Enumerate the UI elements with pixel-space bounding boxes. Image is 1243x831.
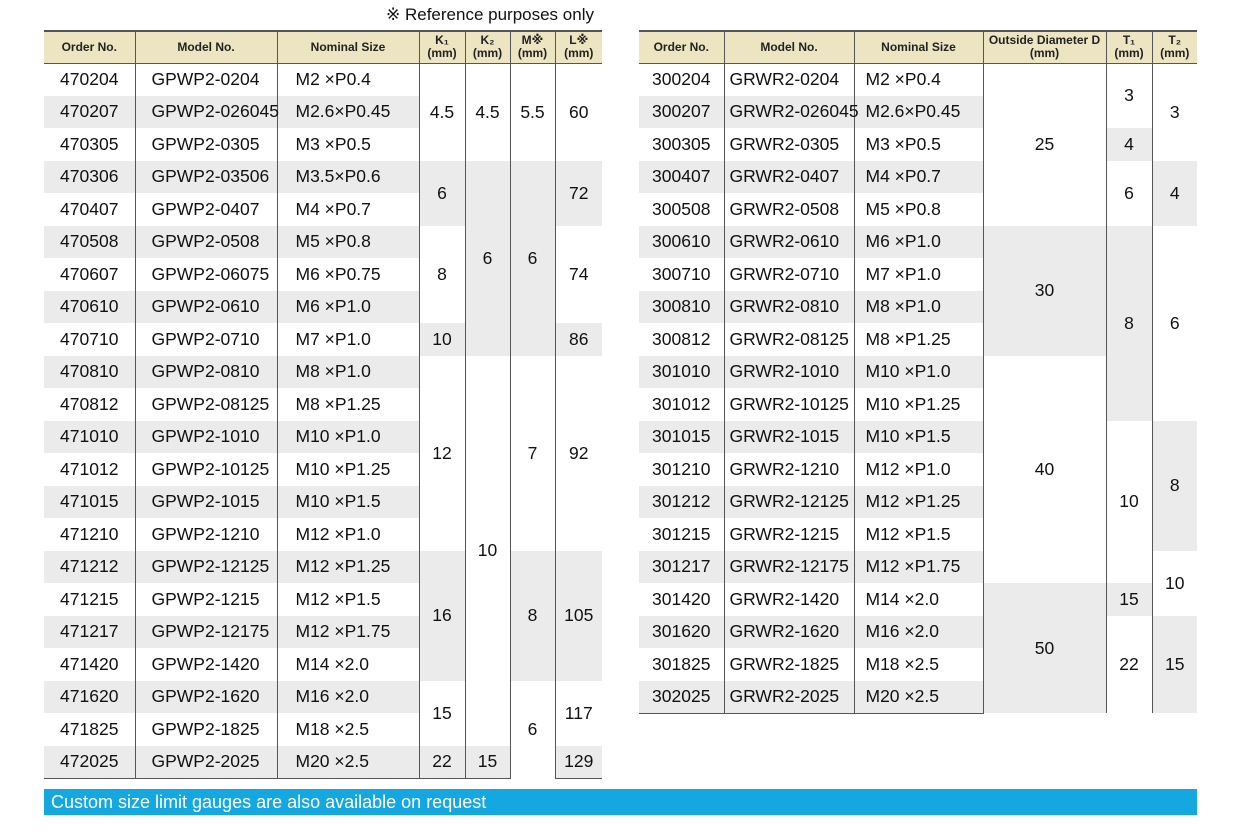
t1-cell: 3 [1106,63,1152,128]
model-no-cell: GRWR2-0508 [724,193,854,226]
header-t2: T₂ (mm) [1152,31,1197,63]
header-m: M※ (mm) [510,31,555,63]
order-no-cell: 300812 [639,323,724,356]
order-no-cell: 300204 [639,63,724,96]
nominal-size-cell: M10 ×P1.5 [854,421,983,454]
model-no-cell: GRWR2-0810 [724,291,854,324]
nominal-size-cell: M8 ×P1.25 [277,388,419,421]
table-row [44,356,602,389]
reference-note: ※ Reference purposes only [386,5,594,24]
nominal-size-cell: M10 ×P1.0 [854,356,983,389]
model-no-cell: GRWR2-0710 [724,258,854,291]
table-body [44,63,602,778]
model-no-cell: GPWP2-12175 [135,616,277,649]
table-row [44,681,602,714]
order-no-cell: 300810 [639,291,724,324]
model-no-cell: GPWP2-026045 [135,96,277,129]
nominal-size-cell: M6 ×P1.0 [277,291,419,324]
order-no-cell: 300710 [639,258,724,291]
order-no-cell: 300508 [639,193,724,226]
nominal-size-cell: M2 ×P0.4 [854,63,983,96]
order-no-cell: 301015 [639,421,724,454]
nominal-size-cell: M12 ×P1.25 [854,486,983,519]
l-cell: 105 [555,551,602,681]
model-no-cell: GPWP2-0810 [135,356,277,389]
m-cell: 8 [510,551,555,681]
model-no-cell: GRWR2-12175 [724,551,854,584]
header-nominal-size: Nominal Size [277,31,419,63]
nominal-size-cell: M12 ×P1.0 [277,518,419,551]
model-no-cell: GPWP2-12125 [135,551,277,584]
nominal-size-cell: M18 ×2.5 [854,648,983,681]
model-no-cell: GPWP2-0508 [135,226,277,259]
l-cell: 86 [555,323,602,356]
nominal-size-cell: M10 ×P1.5 [277,486,419,519]
order-no-cell: 470204 [44,63,135,96]
t1-cell: 8 [1106,226,1152,421]
k1-cell: 4.5 [419,63,465,161]
nominal-size-cell: M12 ×P1.75 [277,616,419,649]
model-no-cell: GPWP2-1210 [135,518,277,551]
model-no-cell: GRWR2-1010 [724,356,854,389]
order-no-cell: 300407 [639,161,724,194]
nominal-size-cell: M18 ×2.5 [277,713,419,746]
m-cell: 6 [510,681,555,779]
model-no-cell: GPWP2-1420 [135,648,277,681]
nominal-size-cell: M12 ×P1.0 [854,453,983,486]
nominal-size-cell: M4 ×P0.7 [277,193,419,226]
table-row [44,63,602,96]
k2-cell: 15 [465,746,510,779]
order-no-cell: 301212 [639,486,724,519]
model-no-cell: GRWR2-0407 [724,161,854,194]
model-no-cell: GRWR2-1825 [724,648,854,681]
order-no-cell: 300207 [639,96,724,129]
order-no-cell: 470508 [44,226,135,259]
nominal-size-cell: M7 ×P1.0 [277,323,419,356]
order-no-cell: 471210 [44,518,135,551]
l-cell: 72 [555,161,602,226]
table-row [639,128,1197,161]
model-no-cell: GPWP2-2025 [135,746,277,779]
order-no-cell: 471825 [44,713,135,746]
order-no-cell: 471012 [44,453,135,486]
header-order-no: Order No. [639,31,724,63]
header-order-no: Order No. [44,31,135,63]
order-no-cell: 472025 [44,746,135,779]
order-no-cell: 301010 [639,356,724,389]
nominal-size-cell: M8 ×P1.25 [854,323,983,356]
nominal-size-cell: M2.6×P0.45 [854,96,983,129]
t2-cell: 6 [1152,226,1197,421]
model-no-cell: GPWP2-0204 [135,63,277,96]
model-no-cell: GPWP2-0305 [135,128,277,161]
model-no-cell: GPWP2-0407 [135,193,277,226]
nominal-size-cell: M10 ×P1.25 [854,388,983,421]
header-row [44,31,602,63]
order-no-cell: 301825 [639,648,724,681]
header-row [639,31,1197,63]
order-no-cell: 470610 [44,291,135,324]
nominal-size-cell: M2.6×P0.45 [277,96,419,129]
table-row [639,161,1197,194]
nominal-size-cell: M12 ×P1.25 [277,551,419,584]
model-no-cell: GPWP2-1215 [135,583,277,616]
model-no-cell: GPWP2-1010 [135,421,277,454]
k2-cell: 4.5 [465,63,510,161]
m-cell: 7 [510,356,555,551]
k1-cell: 22 [419,746,465,779]
t2-cell: 8 [1152,421,1197,551]
nominal-size-cell: M3.5×P0.6 [277,161,419,194]
model-no-cell: GRWR2-1215 [724,518,854,551]
gauge-table-right [639,30,1197,714]
order-no-cell: 300610 [639,226,724,259]
order-no-cell: 471010 [44,421,135,454]
model-no-cell: GPWP2-1825 [135,713,277,746]
header-outside-diameter: Outside Diameter D (mm) [983,31,1106,63]
order-no-cell: 471212 [44,551,135,584]
nominal-size-cell: M6 ×P1.0 [854,226,983,259]
table-row [639,421,1197,454]
model-no-cell: GPWP2-1015 [135,486,277,519]
m-cell: 5.5 [510,63,555,161]
order-no-cell: 470810 [44,356,135,389]
table-body [639,63,1197,713]
t1-cell: 15 [1106,583,1152,616]
order-no-cell: 301420 [639,583,724,616]
custom-size-banner: Custom size limit gauges are also available on request [44,789,1197,815]
model-no-cell: GRWR2-1210 [724,453,854,486]
model-no-cell: GRWR2-1015 [724,421,854,454]
header-t1: T₁ (mm) [1106,31,1152,63]
model-no-cell: GPWP2-0610 [135,291,277,324]
l-cell: 92 [555,356,602,551]
k2-cell: 10 [465,356,510,746]
model-no-cell: GRWR2-0204 [724,63,854,96]
model-no-cell: GRWR2-1620 [724,616,854,649]
model-no-cell: GRWR2-12125 [724,486,854,519]
header-nominal-size: Nominal Size [854,31,983,63]
order-no-cell: 301620 [639,616,724,649]
nominal-size-cell: M16 ×2.0 [854,616,983,649]
k1-cell: 15 [419,681,465,746]
order-no-cell: 302025 [639,681,724,714]
nominal-size-cell: M10 ×P1.25 [277,453,419,486]
model-no-cell: GRWR2-026045 [724,96,854,129]
model-no-cell: GPWP2-08125 [135,388,277,421]
k2-cell: 6 [465,161,510,356]
order-no-cell: 301215 [639,518,724,551]
table-row [639,616,1197,649]
outside-diameter-cell: 50 [983,583,1106,713]
nominal-size-cell: M12 ×P1.5 [854,518,983,551]
order-no-cell: 470607 [44,258,135,291]
nominal-size-cell: M12 ×P1.75 [854,551,983,584]
order-no-cell: 471215 [44,583,135,616]
k1-cell: 8 [419,226,465,324]
nominal-size-cell: M3 ×P0.5 [854,128,983,161]
order-no-cell: 470710 [44,323,135,356]
nominal-size-cell: M14 ×2.0 [854,583,983,616]
order-no-cell: 301217 [639,551,724,584]
k1-cell: 16 [419,551,465,681]
nominal-size-cell: M5 ×P0.8 [854,193,983,226]
nominal-size-cell: M20 ×2.5 [854,681,983,714]
outside-diameter-cell: 30 [983,226,1106,356]
k1-cell: 6 [419,161,465,226]
nominal-size-cell: M7 ×P1.0 [854,258,983,291]
t1-cell: 4 [1106,128,1152,161]
model-no-cell: GPWP2-10125 [135,453,277,486]
header-l: L※ (mm) [555,31,602,63]
nominal-size-cell: M16 ×2.0 [277,681,419,714]
t1-cell: 10 [1106,421,1152,584]
header-model-no: Model No. [135,31,277,63]
order-no-cell: 471217 [44,616,135,649]
model-no-cell: GPWP2-0710 [135,323,277,356]
model-no-cell: GRWR2-0305 [724,128,854,161]
gauge-table-left [44,30,602,779]
order-no-cell: 470305 [44,128,135,161]
m-cell: 6 [510,161,555,356]
model-no-cell: GRWR2-0610 [724,226,854,259]
order-no-cell: 470306 [44,161,135,194]
t2-cell: 15 [1152,616,1197,714]
model-no-cell: GRWR2-10125 [724,388,854,421]
nominal-size-cell: M2 ×P0.4 [277,63,419,96]
nominal-size-cell: M20 ×2.5 [277,746,419,779]
header-k1: K₁ (mm) [419,31,465,63]
order-no-cell: 470812 [44,388,135,421]
t1-cell: 6 [1106,161,1152,226]
t2-cell: 4 [1152,161,1197,226]
header-k2: K₂ (mm) [465,31,510,63]
nominal-size-cell: M8 ×P1.0 [277,356,419,389]
l-cell: 60 [555,63,602,161]
table-row [44,551,602,584]
nominal-size-cell: M4 ×P0.7 [854,161,983,194]
model-no-cell: GPWP2-06075 [135,258,277,291]
nominal-size-cell: M3 ×P0.5 [277,128,419,161]
model-no-cell: GPWP2-03506 [135,161,277,194]
order-no-cell: 471620 [44,681,135,714]
table-row [44,161,602,194]
nominal-size-cell: M12 ×P1.5 [277,583,419,616]
t2-cell: 10 [1152,551,1197,616]
order-no-cell: 470207 [44,96,135,129]
order-no-cell: 471420 [44,648,135,681]
order-no-cell: 471015 [44,486,135,519]
order-no-cell: 470407 [44,193,135,226]
l-cell: 74 [555,226,602,324]
nominal-size-cell: M14 ×2.0 [277,648,419,681]
order-no-cell: 301210 [639,453,724,486]
model-no-cell: GRWR2-1420 [724,583,854,616]
nominal-size-cell: M6 ×P0.75 [277,258,419,291]
outside-diameter-cell: 25 [983,63,1106,226]
k1-cell: 10 [419,323,465,356]
table-row [639,63,1197,96]
model-no-cell: GPWP2-1620 [135,681,277,714]
table-row [639,226,1197,259]
nominal-size-cell: M5 ×P0.8 [277,226,419,259]
table-row [639,583,1197,616]
order-no-cell: 300305 [639,128,724,161]
model-no-cell: GRWR2-08125 [724,323,854,356]
header-model-no: Model No. [724,31,854,63]
l-cell: 129 [555,746,602,779]
order-no-cell: 301012 [639,388,724,421]
t2-cell: 3 [1152,63,1197,161]
nominal-size-cell: M8 ×P1.0 [854,291,983,324]
outside-diameter-cell: 40 [983,356,1106,584]
k1-cell: 12 [419,356,465,551]
model-no-cell: GRWR2-2025 [724,681,854,714]
nominal-size-cell: M10 ×P1.0 [277,421,419,454]
t1-cell: 22 [1106,616,1152,714]
l-cell: 117 [555,681,602,746]
